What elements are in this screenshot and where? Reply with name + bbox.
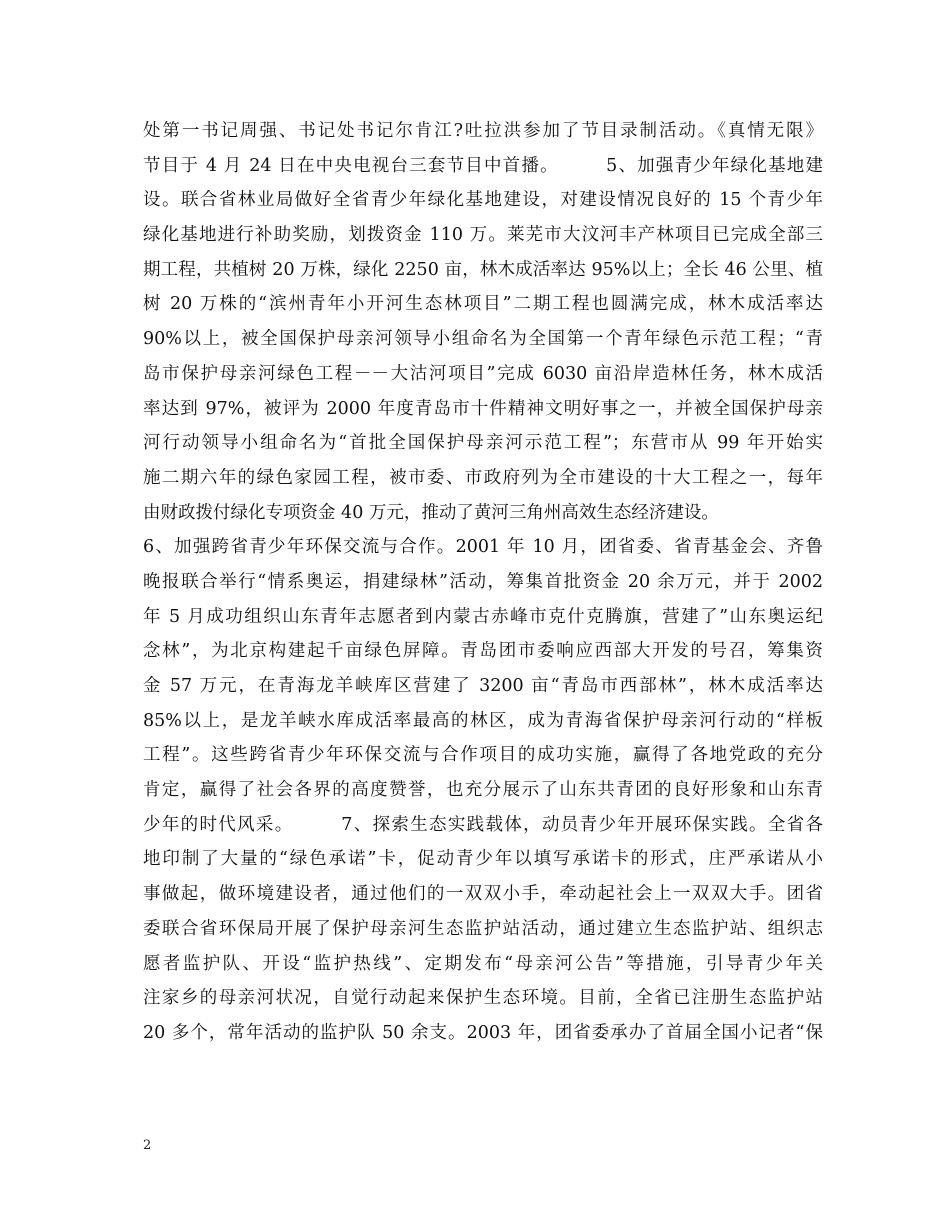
text-line: 6、加强跨省青少年环保交流与合作。2001 年 10 月，团省委、省青基金会、齐鲁 bbox=[143, 537, 823, 558]
page-number: 2 bbox=[143, 1138, 152, 1153]
text-line: 施二期六年的绿色家园工程，被市委、市政府列为全市建设的十大工程之一，每年 bbox=[143, 467, 823, 488]
text-line: 85%以上，是龙羊峡水库成活率最高的林区，成为青海省保护母亲河行动的“样板 bbox=[143, 710, 823, 731]
text-line: 90%以上，被全国保护母亲河领导小组命名为全国第一个青年绿色示范工程；“青 bbox=[143, 329, 823, 350]
text-line: 率达到 97%，被评为 2000 年度青岛市十件精神文明好事之一，并被全国保护母亲 bbox=[143, 398, 823, 419]
text-line: 期工程，共植树 20 万株，绿化 2250 亩，林木成活率达 95%以上；全长 46 公里、植 bbox=[143, 259, 823, 280]
text-line: 节目于 4 月 24 日在中央电视台三套节目中首播。 5、加强青少年绿化基地建 bbox=[143, 155, 823, 176]
text-line: 愿者监护队、开设“监护热线”、定期发布“母亲河公告”等措施，引导青少年关 bbox=[143, 953, 823, 974]
text-line: 委联合省环保局开展了保护母亲河生态监护站活动，通过建立生态监护站、组织志 bbox=[143, 918, 823, 939]
text-line: 地印制了大量的“绿色承诺”卡，促动青少年以填写承诺卡的形式，庄严承诺从小 bbox=[143, 849, 823, 870]
text-line: 20 多个，常年活动的监护队 50 余支。2003 年，团省委承办了首届全国小记者“保 bbox=[143, 1022, 823, 1043]
text-line: 绿化基地进行补助奖励，划拨资金 110 万。莱芜市大汶河丰产林项目已完成全部三 bbox=[143, 225, 823, 246]
text-line: 设。联合省林业局做好全省青少年绿化基地建设，对建设情况良好的 15 个青少年 bbox=[143, 190, 823, 211]
text-line: 由财政拨付绿化专项资金 40 万元，推动了黄河三角州高效生态经济建设。 bbox=[143, 502, 719, 523]
text-line: 金 57 万元，在青海龙羊峡库区营建了 3200 亩“青岛市西部林”，林木成活率达 bbox=[143, 676, 823, 696]
body-text bbox=[143, 114, 823, 1051]
text-line: 树 20 万株的“滨州青年小开河生态林项目”二期工程也圆满完成，林木成活率达 bbox=[143, 294, 823, 315]
text-line: 工程”。这些跨省青少年环保交流与合作项目的成功实施，赢得了各地党政的充分 bbox=[143, 745, 823, 766]
text-line: 少年的时代风采。 7、探索生态实践载体，动员青少年开展环保实践。全省各 bbox=[143, 814, 823, 835]
text-line: 处第一书记周强、书记处书记尔肯江?吐拉洪参加了节目录制活动。《真情无限》 bbox=[143, 121, 823, 141]
text-line: 晚报联合举行“情系奥运，捐建绿林”活动，筹集首批资金 20 余万元，并于 2002 bbox=[143, 571, 823, 592]
text-line: 念林”，为北京构建起千亩绿色屏障。青岛团市委响应西部大开发的号召，筹集资 bbox=[143, 641, 823, 662]
text-line: 岛市保护母亲河绿色工程－－大沽河项目”完成 6030 亩沿岸造林任务，林木成活 bbox=[143, 363, 823, 384]
text-line: 年 5 月成功组织山东青年志愿者到内蒙古赤峰市克什克腾旗，营建了”山东奥运纪 bbox=[143, 606, 823, 627]
text-line: 河行动领导小组命名为“首批全国保护母亲河示范工程”；东营市从 99 年开始实 bbox=[143, 433, 823, 454]
text-line: 事做起，做环境建设者，通过他们的一双双小手，牵动起社会上一双双大手。团省 bbox=[143, 884, 823, 905]
text-line: 肯定，赢得了社会各界的高度赞誉，也充分展示了山东共青团的良好形象和山东青 bbox=[143, 780, 823, 801]
text-line: 注家乡的母亲河状况，自觉行动起来保护生态环境。目前，全省已注册生态监护站 bbox=[143, 988, 823, 1009]
